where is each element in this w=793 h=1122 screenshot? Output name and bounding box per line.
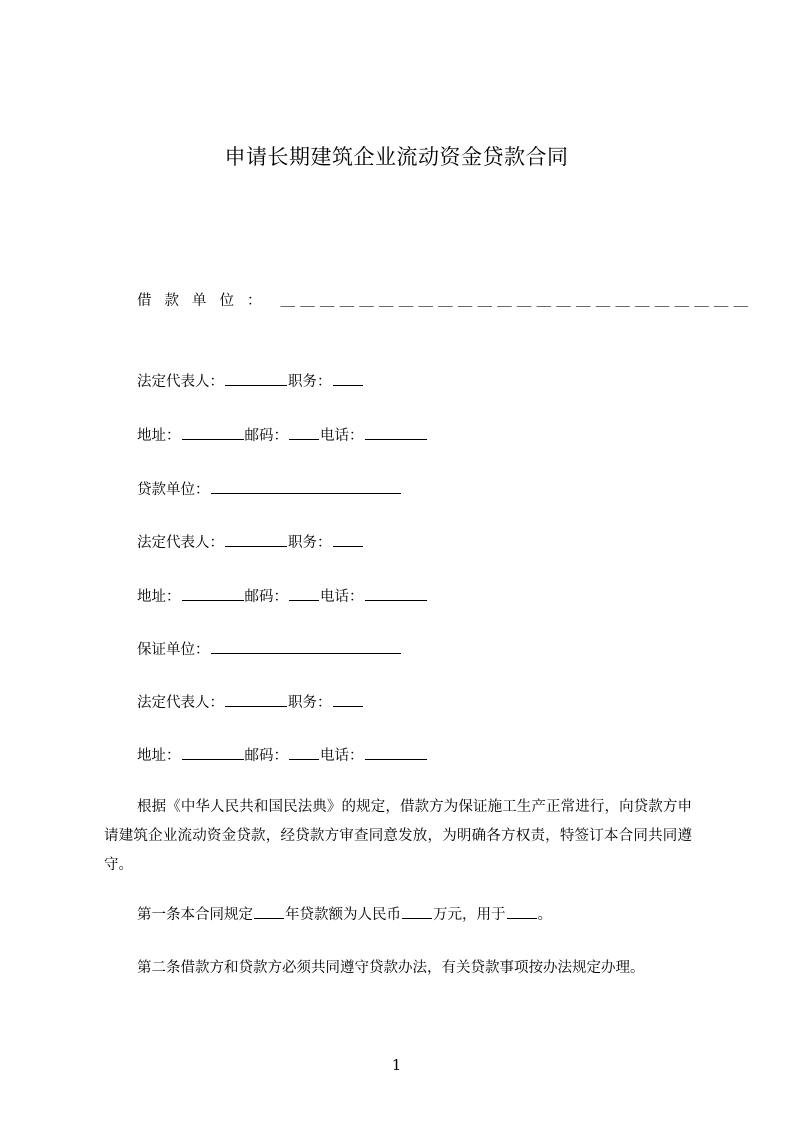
guarantor-address-label: 地址： — [137, 748, 181, 764]
guarantor-unit-label: 保证单位： — [137, 642, 210, 658]
article-2-line: 第二条借款方和贷款方必须共同遵守贷款办法，有关贷款事项按办法规定办理。 — [137, 960, 645, 976]
borrower-position-blank — [333, 370, 363, 386]
borrower-rep-label: 法定代表人： — [137, 374, 224, 390]
borrower-phone-label: 电话： — [320, 428, 364, 444]
borrower-rep-line — [137, 370, 364, 393]
guarantor-rep-label: 法定代表人： — [137, 695, 224, 711]
borrower-unit-label: 借款单位： — [137, 293, 275, 309]
guarantor-phone-label: 电话： — [320, 748, 364, 764]
lender-address-line — [137, 585, 428, 608]
lender-position-label: 职务： — [288, 535, 332, 551]
borrower-phone-blank — [365, 424, 427, 440]
intro-paragraph: 根据《中华人民共和国民法典》的规定，借款方为保证施工生产正常进行，向贷款方申请建筑企业流动资金贷款，经贷款方审查同意发放，为明确各方权责，特签订本合同共同遵守。 — [104, 799, 692, 873]
lender-unit-blank — [211, 478, 401, 494]
document-title: 申请长期建筑企业流动资金贷款合同 — [224, 145, 569, 169]
article-1-amount-blank — [402, 903, 432, 919]
article-1-text-a: 第一条本合同规定 — [137, 907, 253, 923]
guarantor-address-blank — [182, 744, 244, 760]
borrower-unit-line — [137, 290, 753, 312]
lender-rep-blank — [225, 531, 287, 547]
borrower-postcode-label: 邮码： — [244, 428, 288, 444]
article-1-text-d: 。 — [537, 907, 552, 923]
article-1-purpose-blank — [507, 903, 537, 919]
guarantor-rep-blank — [225, 691, 287, 707]
lender-postcode-label: 邮码： — [244, 589, 288, 605]
guarantor-position-blank — [333, 691, 363, 707]
article-1-line — [137, 903, 552, 926]
guarantor-unit-line — [137, 638, 402, 661]
lender-position-blank — [333, 531, 363, 547]
lender-unit-line — [137, 478, 402, 501]
borrower-address-label: 地址： — [137, 428, 181, 444]
guarantor-postcode-label: 邮码： — [244, 748, 288, 764]
borrower-postcode-blank — [289, 424, 319, 440]
lender-unit-label: 贷款单位： — [137, 482, 210, 498]
article-1-text-c: 万元，用于 — [433, 907, 506, 923]
lender-address-label: 地址： — [137, 589, 181, 605]
lender-phone-label: 电话： — [320, 589, 364, 605]
article-1-year-blank — [254, 903, 284, 919]
page-number: 1 — [391, 1056, 402, 1074]
guarantor-address-line — [137, 744, 428, 767]
guarantor-postcode-blank — [289, 744, 319, 760]
borrower-address-blank — [182, 424, 244, 440]
article-1-text-b: 年贷款额为人民币 — [285, 907, 401, 923]
guarantor-unit-blank — [211, 638, 401, 654]
borrower-rep-blank — [225, 370, 287, 386]
lender-postcode-blank — [289, 585, 319, 601]
lender-phone-blank — [365, 585, 427, 601]
guarantor-position-label: 职务： — [288, 695, 332, 711]
lender-address-blank — [182, 585, 244, 601]
lender-rep-line — [137, 531, 364, 554]
lender-rep-label: 法定代表人： — [137, 535, 224, 551]
borrower-unit-blank: ＿＿＿＿＿＿＿＿＿＿＿＿＿＿＿＿＿＿＿＿＿＿＿＿ — [280, 293, 754, 309]
guarantor-phone-blank — [365, 744, 427, 760]
borrower-position-label: 职务： — [288, 374, 332, 390]
guarantor-rep-line — [137, 691, 364, 714]
borrower-address-line — [137, 424, 428, 447]
